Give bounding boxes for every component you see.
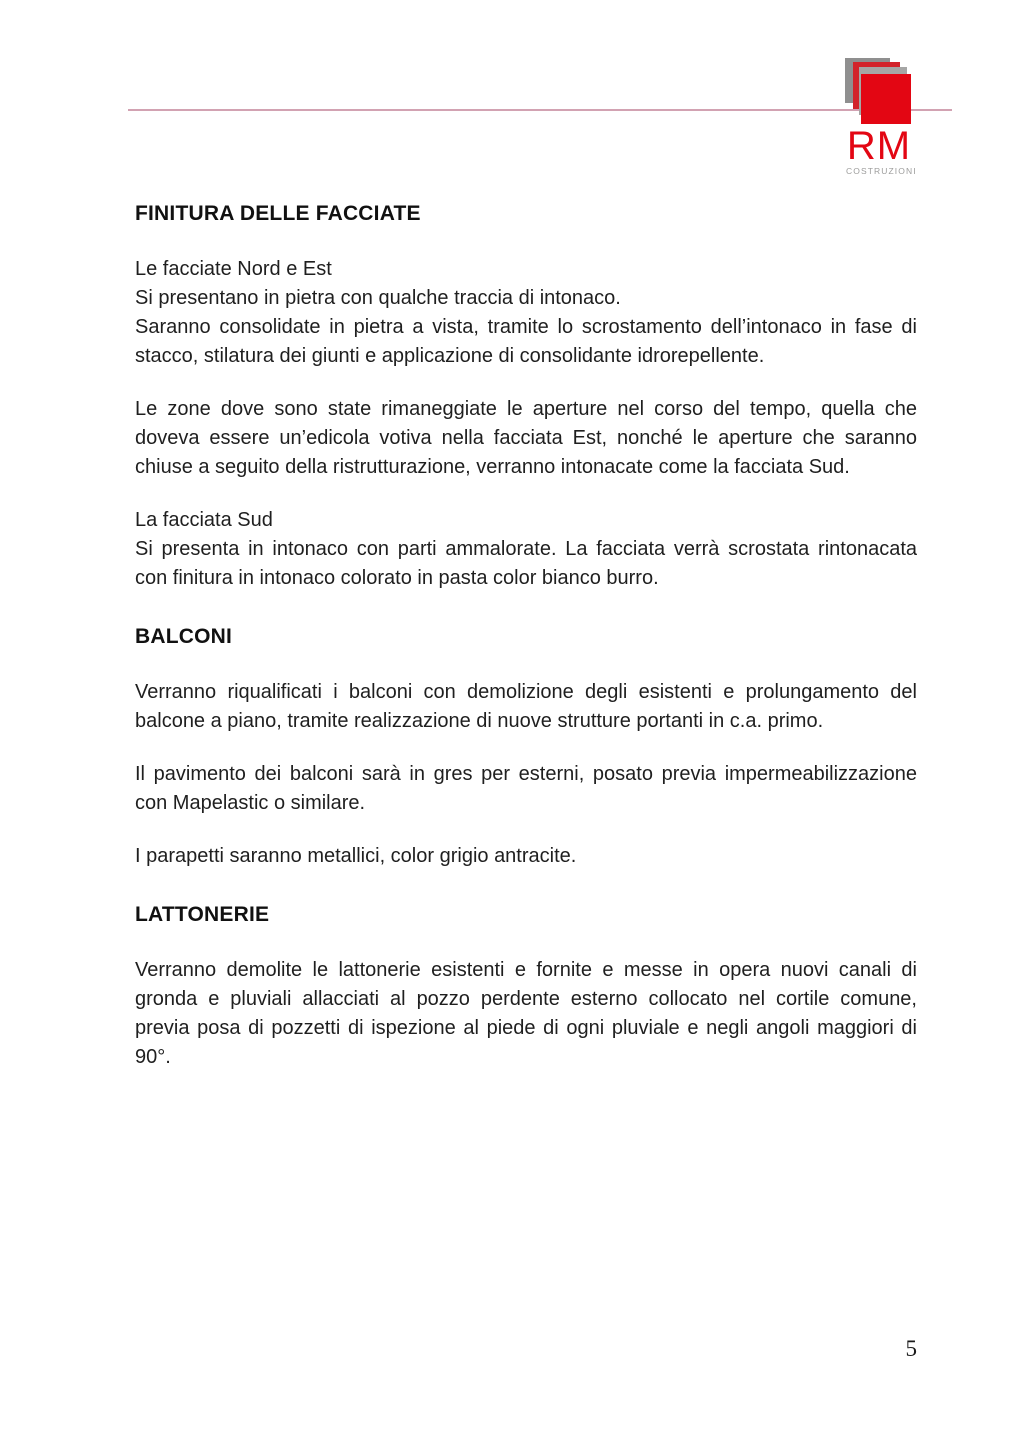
section-heading: BALCONI xyxy=(135,625,233,648)
text-line: Il pavimento dei balconi sarà in gres per esterni, posato previa impermeabilizzazione con Mapelastic o similare. xyxy=(135,763,917,814)
section-balconi xyxy=(135,622,917,871)
section-lattonerie xyxy=(135,900,917,1072)
text-line: Verranno riqualificati i balconi con demolizione degli esistenti e prolungamento del balcone a piano, tramite realizzazione di nuove strutture portanti in c.a. primo. xyxy=(135,681,917,732)
logo-subtitle: COSTRUZIONI xyxy=(846,166,917,176)
text-line: Le zone dove sono state rimaneggiate le aperture nel corso del tempo, quella che doveva essere un’edicola votiva nella facciata Est, nonché le aperture che saranno chiuse a seguito della ristrutturazione, verranno intonacate come la facciata Sud. xyxy=(135,398,917,478)
company-logo xyxy=(845,58,919,180)
text-line: Verranno demolite le lattonerie esistenti e fornite e messe in opera nuovi canali di gronda e pluviali allacciati al pozzo perdente esterno collocato nel cortile comune, previa posa di pozzetti di ispezione al piede di ogni pluviale e negli angoli maggiori di 90°. xyxy=(135,959,917,1068)
paragraph xyxy=(135,842,917,871)
text-line: Si presenta in intonaco con parti ammalorate. La facciata verrà scrostata rintonacata con finitura in intonaco colorato in pasta color bianco burro. xyxy=(135,538,917,589)
paragraph xyxy=(135,760,917,818)
document-body xyxy=(135,199,917,1096)
text-line: Le facciate Nord e Est xyxy=(135,258,332,280)
section-finitura-delle-facciate xyxy=(135,199,917,593)
section-heading: LATTONERIE xyxy=(135,903,270,926)
page-number: 5 xyxy=(905,1336,917,1361)
paragraph xyxy=(135,506,917,593)
text-line: La facciata Sud xyxy=(135,509,273,531)
paragraph xyxy=(135,678,917,736)
paragraph xyxy=(135,956,917,1072)
logo-square-front-red xyxy=(861,74,911,124)
paragraph xyxy=(135,395,917,482)
logo-wordmark: RM xyxy=(846,124,912,168)
text-line: Si presentano in pietra con qualche traccia di intonaco. xyxy=(135,287,621,309)
header-rule xyxy=(128,109,952,111)
paragraph xyxy=(135,255,917,371)
section-heading: FINITURA DELLE FACCIATE xyxy=(135,202,421,225)
text-line: I parapetti saranno metallici, color grigio antracite. xyxy=(135,845,577,867)
text-line: Saranno consolidate in pietra a vista, tramite lo scrostamento dell’intonaco in fase di stacco, stilatura dei giunti e applicazione di consolidante idrorepellente. xyxy=(135,316,917,367)
